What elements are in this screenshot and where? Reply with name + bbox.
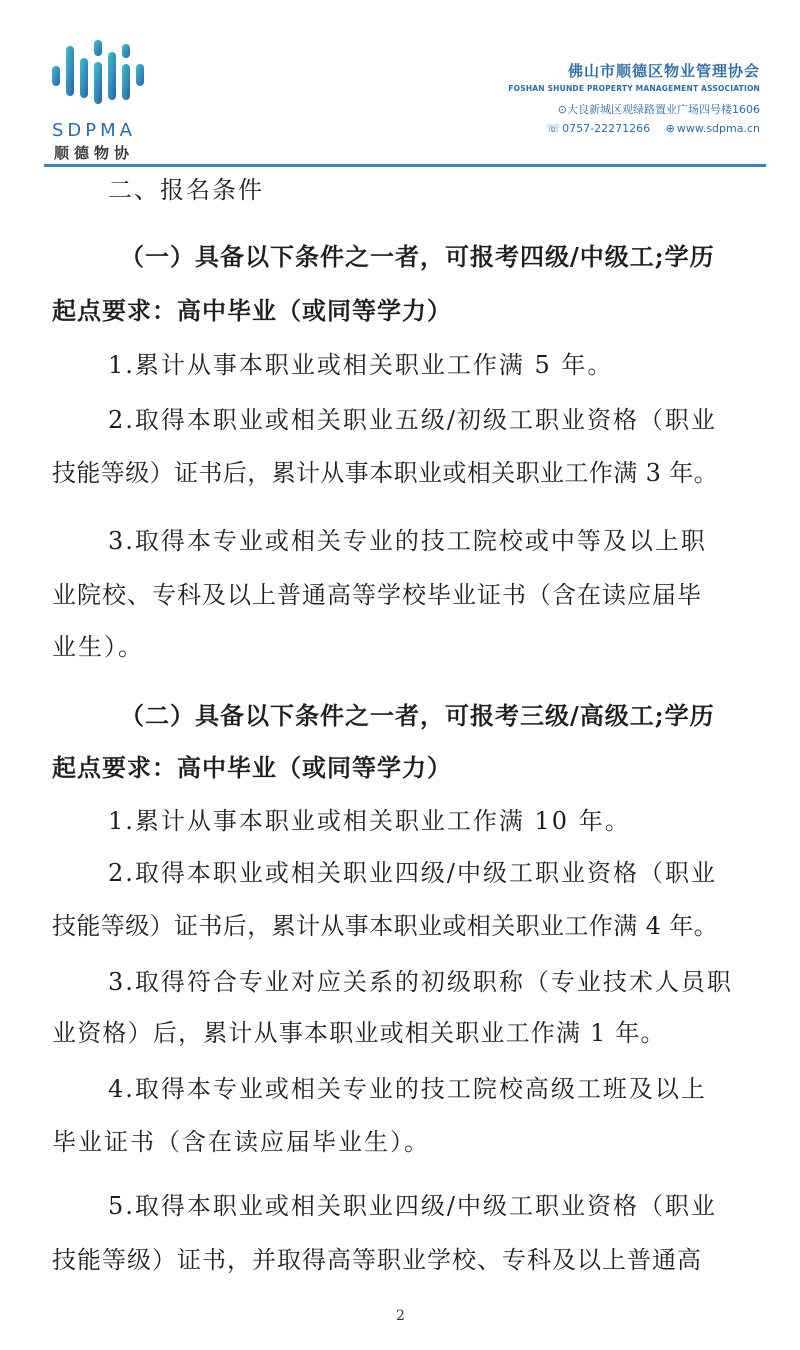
org-contact — [508, 122, 760, 135]
item-2-5-cont: 技能等级）证书，并取得高等职业学校、专科及以上普通高 — [52, 1246, 702, 1274]
item-1-1: 1.累计从事本职业或相关职业工作满 5 年。 — [108, 351, 614, 379]
logo-text: SDPMA — [52, 120, 136, 141]
phone-text: 0757-22271266 — [562, 122, 651, 135]
website-text: www.sdpma.cn — [676, 122, 760, 135]
logo-chinese-text: 顺德物协 — [54, 144, 135, 162]
sdpma-logo-icon — [44, 36, 154, 116]
item-2-5: 5.取得本职业或相关职业四级/中级工职业资格（职业 — [108, 1192, 717, 1220]
section-title: 二、报名条件 — [108, 176, 264, 204]
group-1-requirement: 起点要求：高中毕业（或同等学力） — [52, 296, 452, 325]
globe-icon: ⊕ — [665, 122, 675, 135]
location-pin-icon: ⊙ — [557, 103, 567, 116]
group-2-heading: （二）具备以下条件之一者，可报考三级/高级工;学历 — [120, 701, 715, 730]
item-1-3-end: 业生）。 — [52, 633, 144, 661]
org-name: 佛山市顺德区物业管理协会 — [567, 62, 760, 80]
group-2-requirement: 起点要求：高中毕业（或同等学力） — [52, 753, 452, 782]
header-divider — [44, 164, 766, 167]
page-number: 2 — [396, 1308, 405, 1324]
address-text: 大良新城区观绿路置业广场四号楼1606 — [567, 103, 760, 116]
item-2-2-cont: 技能等级）证书后，累计从事本职业或相关职业工作满 4 年。 — [52, 912, 719, 940]
group-1-heading: （一）具备以下条件之一者，可报考四级/中级工;学历 — [120, 242, 715, 271]
org-english-name: FOSHAN SHUNDE PROPERTY MANAGEMENT ASSOCIATION — [508, 84, 760, 93]
phone-icon: ☏ — [546, 122, 561, 135]
item-2-4-cont: 毕业证书（含在读应届毕业生）。 — [52, 1128, 430, 1156]
item-1-3: 3.取得本专业或相关专业的技工院校或中等及以上职 — [108, 527, 707, 555]
item-2-4: 4.取得本专业或相关专业的技工院校高级工班及以上 — [108, 1075, 707, 1103]
item-1-2: 2.取得本职业或相关职业五级/初级工职业资格（职业 — [108, 406, 717, 434]
item-2-3: 3.取得符合专业对应关系的初级职称（专业技术人员职 — [108, 968, 733, 996]
item-1-2-cont: 技能等级）证书后，累计从事本职业或相关职业工作满 3 年。 — [52, 459, 719, 487]
item-1-3-cont: 业院校、专科及以上普通高等学校毕业证书（含在读应届毕 — [52, 581, 702, 609]
letterhead — [0, 0, 800, 168]
item-2-3-cont: 业资格）后，累计从事本职业或相关职业工作满 1 年。 — [52, 1019, 666, 1047]
organization-info — [508, 60, 760, 135]
org-address — [508, 101, 760, 117]
item-2-2: 2.取得本职业或相关职业四级/中级工职业资格（职业 — [108, 859, 717, 887]
item-2-1: 1.累计从事本职业或相关职业工作满 10 年。 — [108, 807, 631, 835]
